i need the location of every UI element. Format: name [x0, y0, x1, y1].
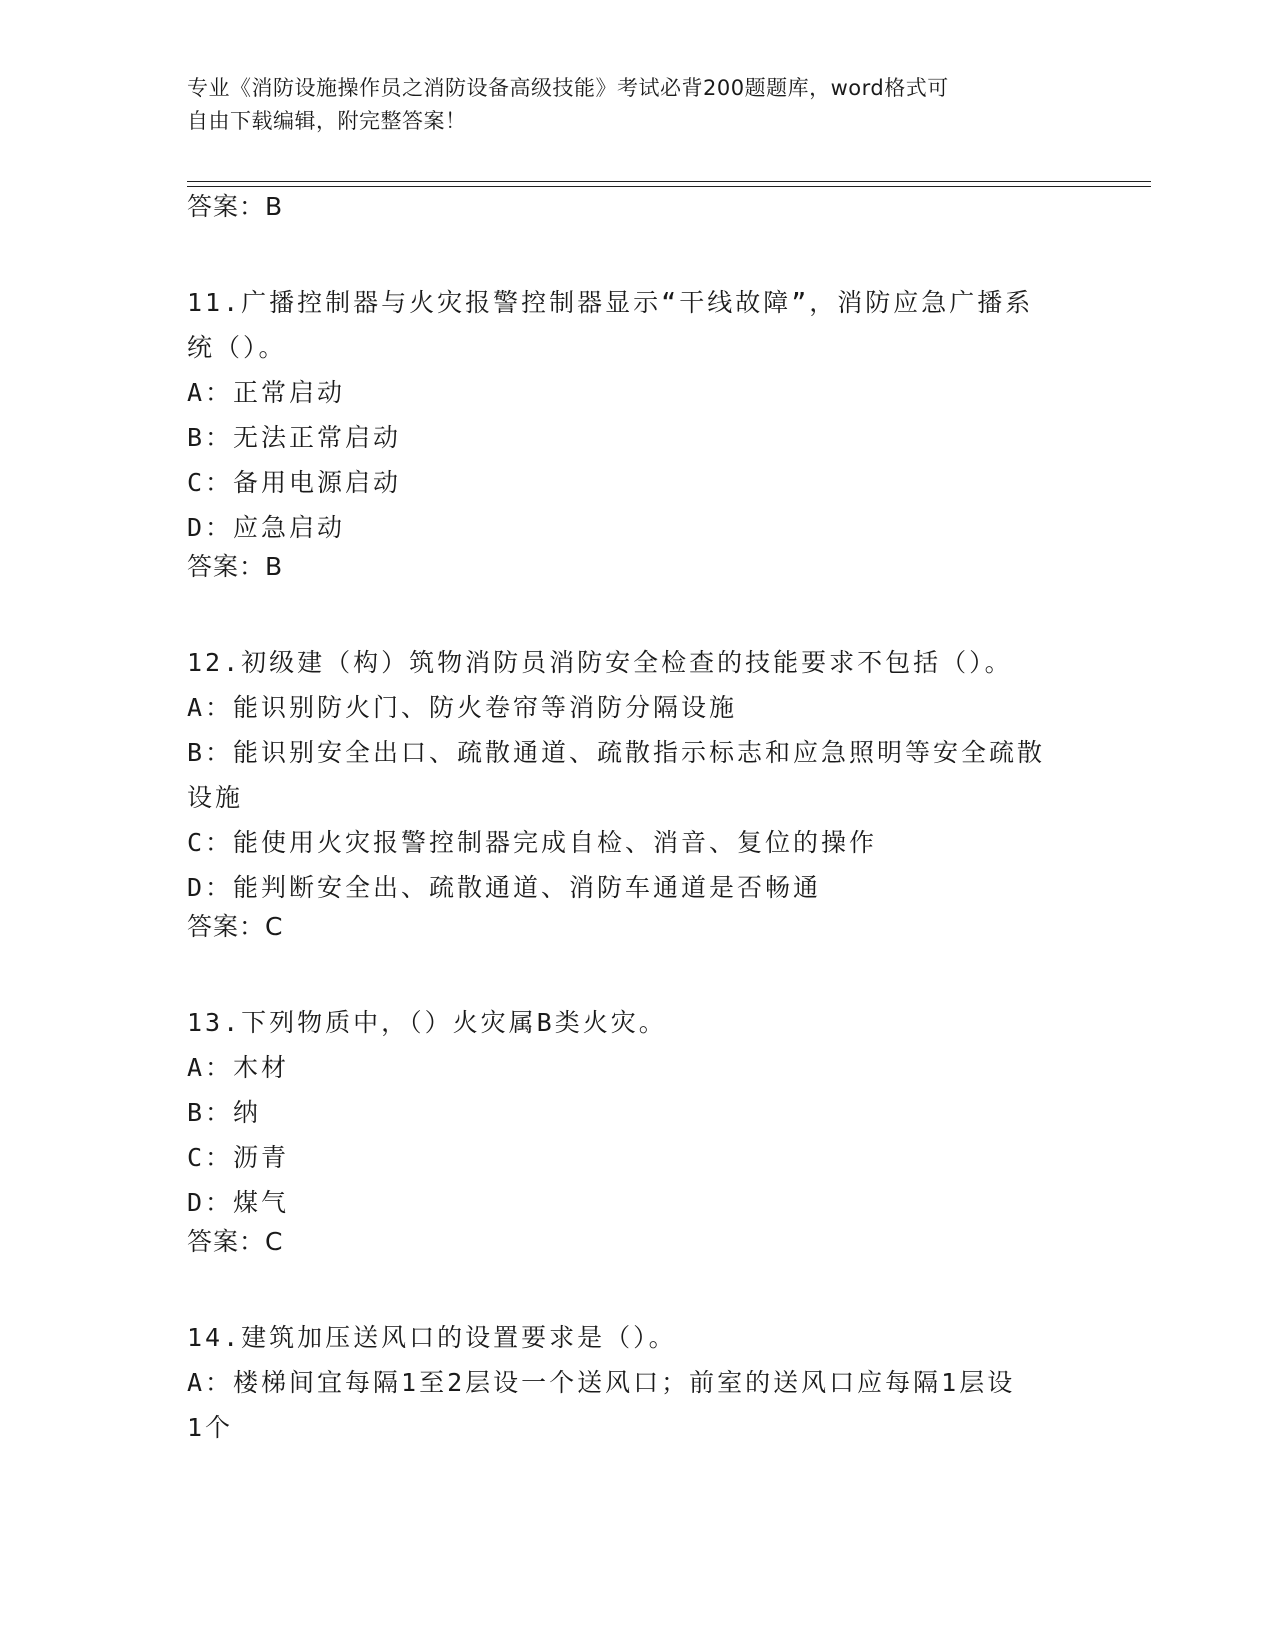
option-a: A：正常启动 — [187, 378, 346, 407]
question-list — [187, 190, 1067, 1450]
option-d: D：应急启动 — [187, 513, 346, 542]
question-item — [187, 280, 1067, 596]
header-line-1: 专业《消防设施操作员之消防设备高级技能》考试必背200题题库，word格式可 — [187, 76, 949, 100]
question-stem-line: 11.广播控制器与火灾报警控制器显示“干线故障”，消防应急广播系 — [187, 288, 1034, 317]
option-b: B：无法正常启动 — [187, 423, 402, 452]
answer-line: 答案：B — [187, 552, 284, 581]
question-item — [187, 1000, 1067, 1271]
question-item — [187, 1315, 1067, 1450]
option-d: D：能判断安全出、疏散通道、消防车通道是否畅通 — [187, 873, 822, 902]
question-stem-line: 统（）。 — [187, 333, 287, 362]
question-stem-line: 12.初级建（构）筑物消防员消防安全检查的技能要求不包括（）。 — [187, 648, 1013, 677]
document-header — [187, 72, 1067, 138]
question-item — [187, 640, 1067, 956]
question-stem-line: 13.下列物质中，（）火灾属B类火灾。 — [187, 1008, 667, 1037]
answer-line: 答案：C — [187, 912, 284, 941]
header-rule-top — [187, 181, 1151, 182]
option-b: B：纳 — [187, 1098, 262, 1127]
option-a: A：能识别防火门、防火卷帘等消防分隔设施 — [187, 693, 738, 722]
option-c: C：能使用火灾报警控制器完成自检、消音、复位的操作 — [187, 828, 878, 857]
option-a: A：木材 — [187, 1053, 290, 1082]
header-rule-bottom — [187, 186, 1151, 187]
previous-answer: 答案：B — [187, 192, 284, 221]
option-d: D：煤气 — [187, 1188, 290, 1217]
header-line-2: 自由下载编辑，附完整答案！ — [187, 109, 467, 133]
question-stem-line: 14.建筑加压送风口的设置要求是（）。 — [187, 1323, 677, 1352]
option-c: C：沥青 — [187, 1143, 290, 1172]
option-a: A：楼梯间宜每隔1至2层设一个送风口；前室的送风口应每隔1层设 — [187, 1368, 1016, 1397]
option-b-continued: 设施 — [187, 783, 244, 812]
option-a-continued: 1个 — [187, 1413, 234, 1442]
option-b: B：能识别安全出口、疏散通道、疏散指示标志和应急照明等安全疏散 — [187, 738, 1046, 767]
answer-line: 答案：C — [187, 1227, 284, 1256]
option-c: C：备用电源启动 — [187, 468, 402, 497]
